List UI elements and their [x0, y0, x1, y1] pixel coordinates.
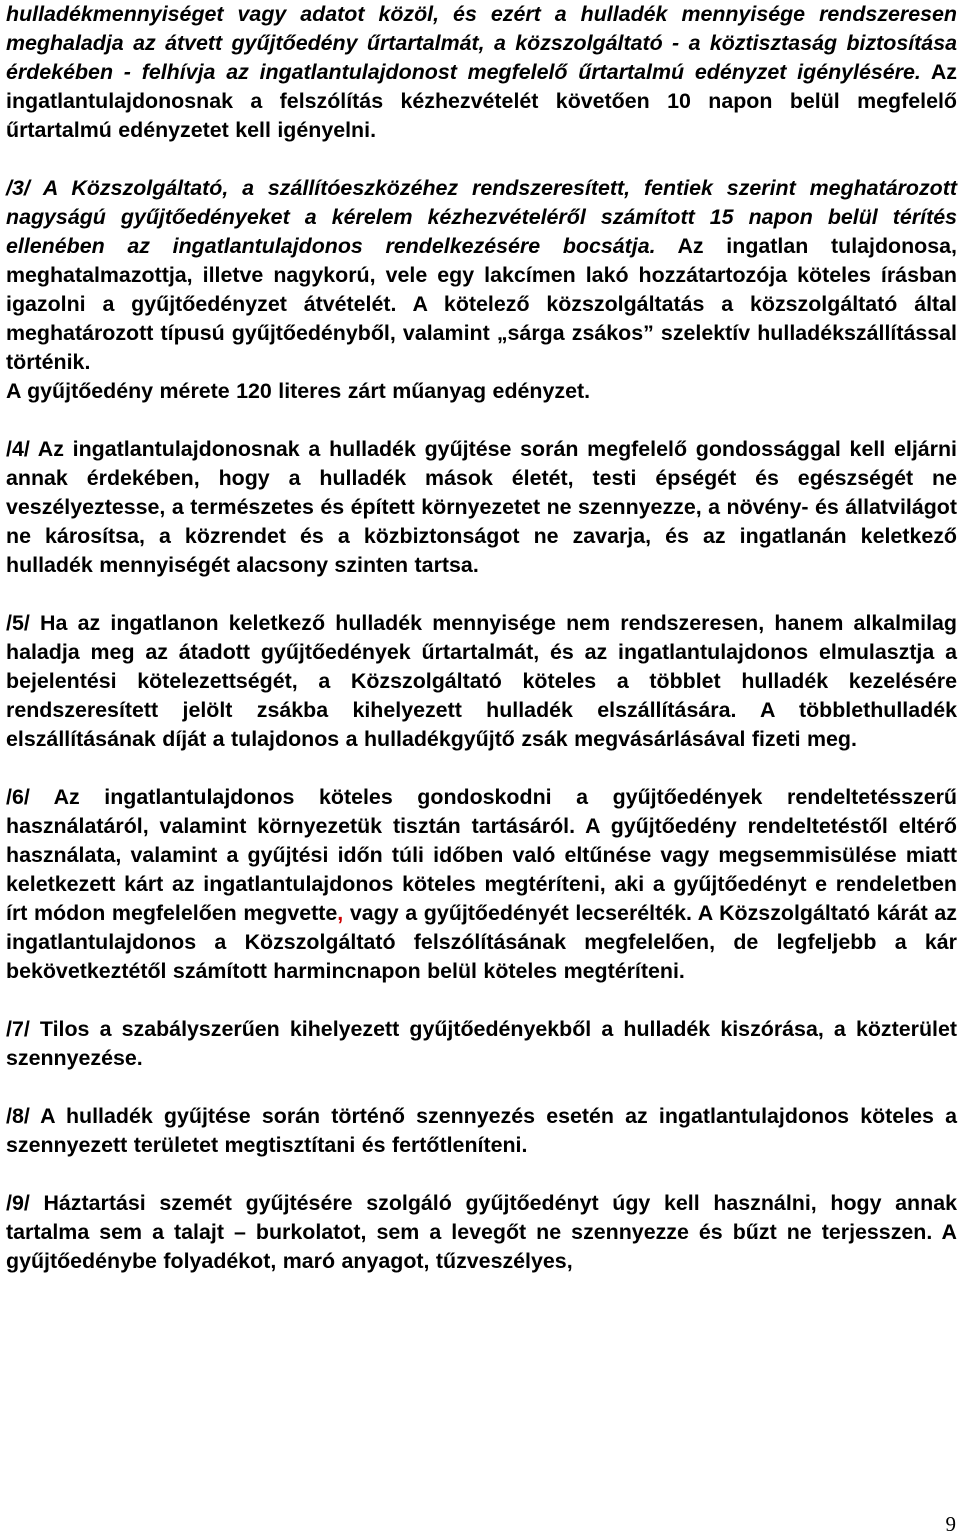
spacer: [6, 145, 957, 174]
spacer: [6, 580, 957, 609]
spacer: [6, 406, 957, 435]
paragraph-2-part-b: Az ingatlantulajdonosnak a felszólítás kézhezvételét követően 10 napon belül megfelelő űrtartalmú edényzetet kell igényelni.: [6, 60, 957, 142]
paragraph-8: /8/ A hulladék gyűjtése során történő szennyezés esetén az ingatlantulajdonos köteles a szennyezett területet megtisztítani és fertőtleníteni.: [6, 1104, 957, 1157]
paragraph-2-continued: [6, 0, 957, 145]
paragraph-7: /7/ Tilos a szabályszerűen kihelyezett gyűjtőedényekből a hulladék kiszórása, a közterület szennyezése.: [6, 1017, 957, 1070]
spacer: [6, 986, 957, 1015]
page-number: 9: [945, 1512, 956, 1536]
paragraph-6-part-a: /6/ Az ingatlantulajdonos köteles gondoskodni a gyűjtőedények rendeltetésszerű használatáról, valamint környezetük tisztán tartásáról. A gyűjtőedény rendeltetéstől eltérő használata, valamint a gyűjtési időn túli időben való eltűnése vagy megsemmisülése miatt keletkezett kárt az ingatlantulajdonos köteles megtéríteni, aki a gyűjtőedényt e rendeletben írt módon megfelelően megvette: [6, 785, 957, 925]
spacer: [6, 1073, 957, 1102]
paragraph-6: [6, 783, 957, 986]
paragraph-2-part-a: hulladékmennyiséget vagy adatot közöl, és ezért a hulladék mennyisége rendszeresen meghaladja az átvett gyűjtőedény űrtartalmát, a közszolgáltató - a köztisztaság biztosítása érdekében - felhívja az ingatlantulajdonost megfelelő űrtartalmú edényzet igénylésére.: [6, 2, 957, 84]
paragraph-6-red-comma: ,: [337, 901, 344, 925]
paragraph-5: /5/ Ha az ingatlanon keletkező hulladék mennyisége nem rendszeresen, hanem alkalmilag haladja meg az átadott gyűjtőedények űrtartalmát, és az ingatlantulajdonos elmulasztja a bejelentési kötelezettségét, a Közszolgáltató köteles a többlet hulladék kezelésére rendszeresített jelölt zsákba kihelyezett hulladék elszállítására. A többlethulladék elszállításának díját a tulajdonos a hulladékgyűjtő zsák megvásárlásával fizeti meg.: [6, 611, 957, 751]
spacer: [6, 1160, 957, 1189]
paragraph-9: /9/ Háztartási szemét gyűjtésére szolgáló gyűjtőedényt úgy kell használni, hogy annak tartalma sem a talajt – burkolatot, sem a levegőt ne szennyezze és bűzt ne terjesszen. A gyűjtőedénybe folyadékot, maró anyagot, tűzveszélyes,: [6, 1191, 957, 1273]
paragraph-3-part-a: /3/ A Közszolgáltató, a szállítóeszközéhez rendszeresített, fentiek szerint meghatározott nagyságú gyűjtőedényeket a kérelem kézhezvételéről számított 15 napon belül térítés ellenében az ingatlantulajdonos rendelkezésére bocsátja.: [6, 176, 957, 258]
paragraph-4: /4/ Az ingatlantulajdonosnak a hulladék gyűjtése során megfelelő gondossággal kell eljárni annak érdekében, hogy a hulladék mások életét, testi épségét és egészségét ne veszélyeztesse, a természetes és épített környezetet ne szennyezze, a növény- és állatvilágot ne károsítsa, a közrendet és a közbiztonságot ne zavarja, és az ingatlanán keletkező hulladék mennyiségét alacsony szinten tartsa.: [6, 437, 957, 577]
document-page: [6, 0, 957, 1276]
paragraph-3: [6, 174, 957, 406]
spacer: [6, 754, 957, 783]
paragraph-3-part-b: Az ingatlan tulajdonosa, meghatalmazottja, illetve nagykorú, vele egy lakcímen lakó hozzátartozója köteles írásban igazolni a gyűjtőedényzet átvételét. A kötelező közszolgáltatás a közszolgáltató által meghatározott típusú gyűjtőedényből, valamint „sárga zsákos” szelektív hulladékszállítással történik.: [6, 234, 957, 374]
paragraph-6-part-b: vagy a gyűjtőedényét lecserélték. A Közszolgáltató kárát az ingatlantulajdonos a Közszolgáltató felszólításának megfelelően, de legfeljebb a kár bekövetkeztétől számított harmincnapon belül köteles megtéríteni.: [6, 901, 957, 983]
paragraph-3-part-c: A gyűjtőedény mérete 120 literes zárt műanyag edényzet.: [6, 379, 591, 403]
